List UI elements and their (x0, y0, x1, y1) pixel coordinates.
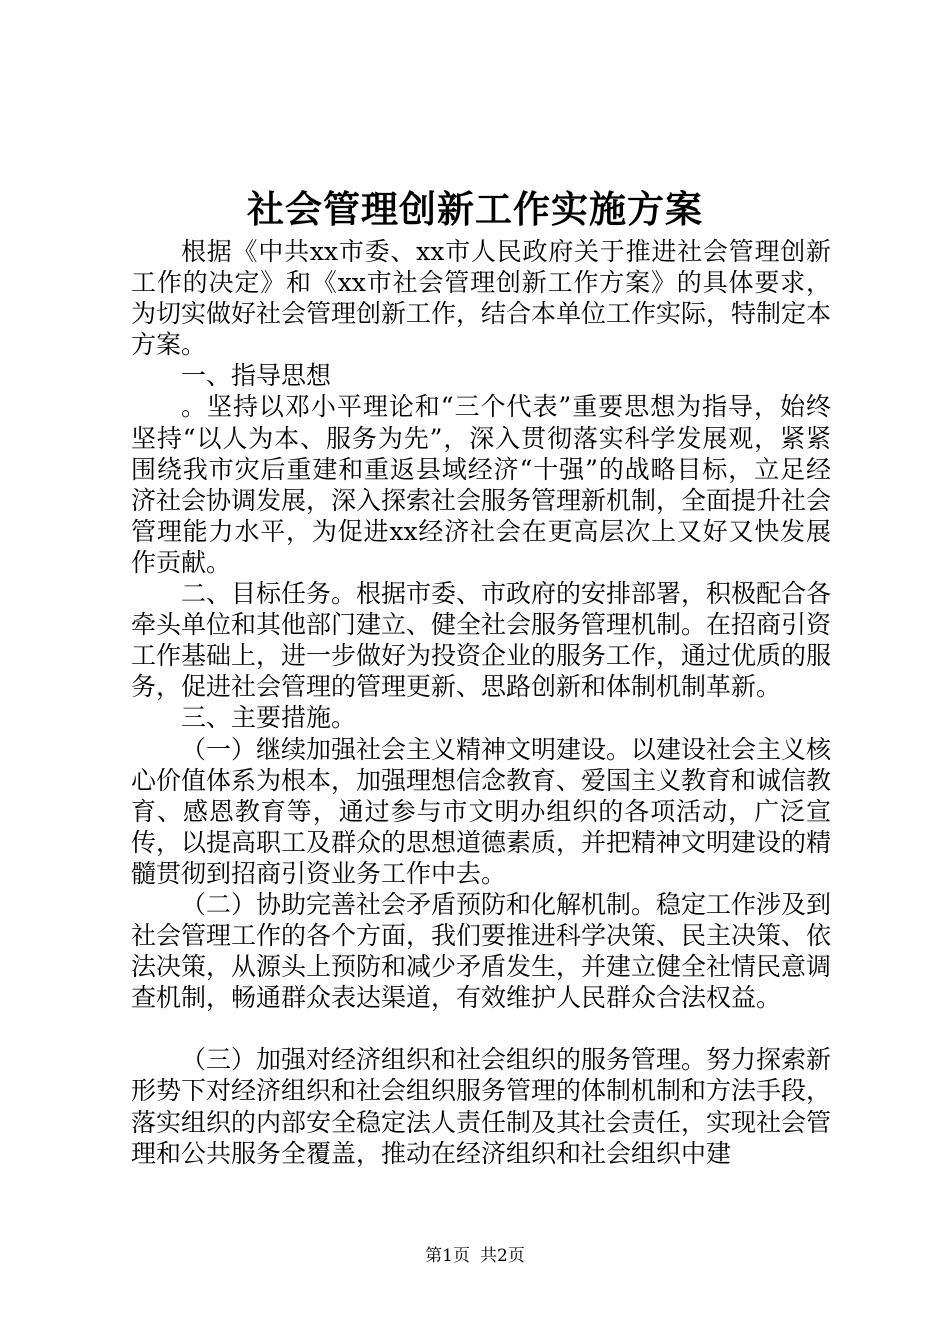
page-footer (0, 1244, 950, 1268)
document-body (131, 236, 831, 1169)
page-number: 第1页 (425, 1246, 470, 1266)
document-title: 社会管理创新工作实施方案 (247, 187, 703, 231)
paragraph-intro: 根据《中共xx市委、xx市人民政府关于推进社会管理创新工作的决定》和《xx市社会管理创新工作方案》的具体要求，为切实做好社会管理创新工作，结合本单位工作实际，特制定本方案。 (131, 237, 832, 360)
paragraph-measure-1: （一）继续加强社会主义精神文明建设。以建设社会主义核心价值体系为根本，加强理想信念教育、爱国主义教育和诚信教育、感恩教育等，通过参与市文明办组织的各项活动，广泛宣传，以提高职工及群众的思想道德素质，并把精神文明建设的精髓贯彻到招商引资业务工作中去。 (131, 734, 832, 888)
page-total: 共2页 (480, 1246, 525, 1266)
heading-guiding-thought: 一、指导思想 (181, 361, 332, 391)
heading-main-measures: 三、主要措施。 (181, 703, 357, 733)
paragraph-measure-3: （三）加强对经济组织和社会组织的服务管理。努力探索新形势下对经济组织和社会组织服务管理的体制机制和方法手段，落实组织的内部安全稳定法人责任制及其社会责任，实现社会管理和公共服务全覆盖，推动在经济组织和社会组织中建 (131, 1045, 832, 1168)
paragraph-guiding-thought: 。坚持以邓小平理论和“三个代表”重要思想为指导，始终坚持“以人为本、服务为先”，深入贯彻落实科学发展观，紧紧围绕我市灾后重建和重返县域经济“十强”的战略目标，立足经济社会协调发展，深入探索社会服务管理新机制，全面提升社会管理能力水平，为促进xx经济社会在更高层次上又好又快发展作贡献。 (131, 392, 832, 577)
paragraph-measure-2: （二）协助完善社会矛盾预防和化解机制。稳定工作涉及到社会管理工作的各个方面，我们要推进科学决策、民主决策、依法决策，从源头上预防和减少矛盾发生，并建立健全社情民意调查机制，畅通群众表达渠道，有效维护人民群众合法权益。 (131, 889, 832, 1013)
paragraph-goals: 二、目标任务。根据市委、市政府的安排部署，积极配合各牵头单位和其他部门建立、健全社会服务管理机制。在招商引资工作基础上，进一步做好为投资企业的服务工作，通过优质的服务，促进社会管理的管理更新、思路创新和体制机制革新。 (131, 579, 832, 702)
